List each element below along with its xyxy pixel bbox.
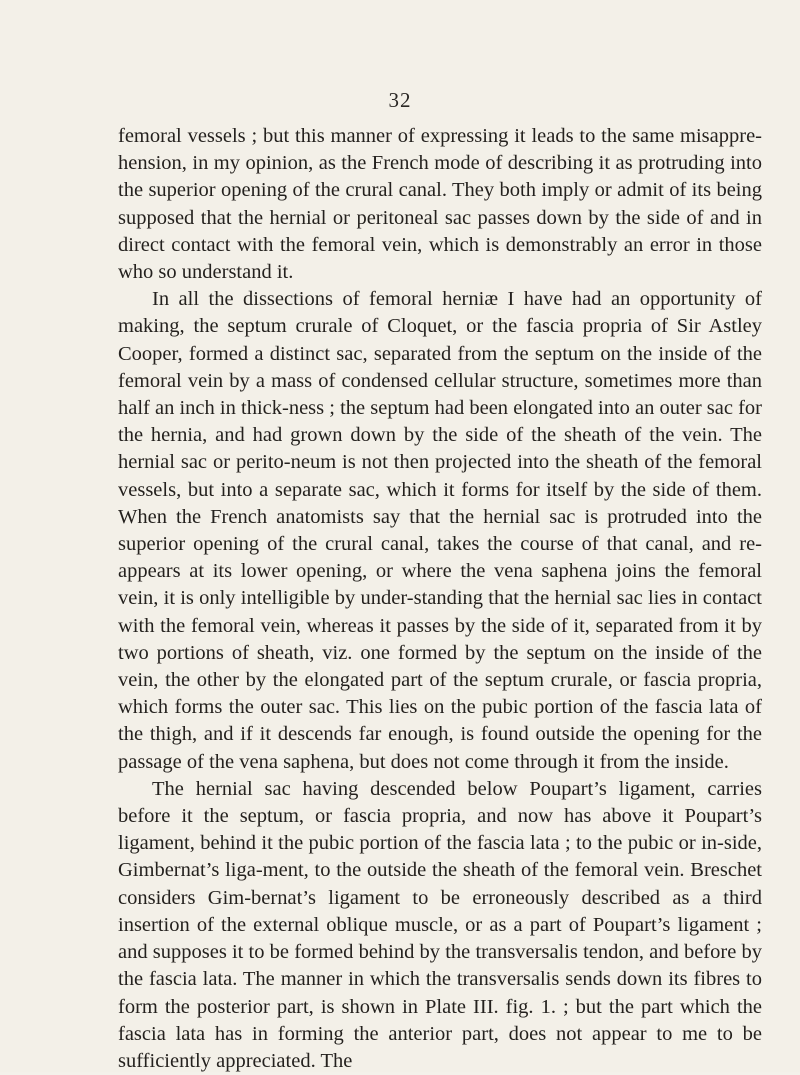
paragraph-dissections: In all the dissections of femoral herniæ I have had an opportunity of making, the septum crurale of Cloquet, or the fascia propria of Sir Astley Cooper, formed a distinct sac, separated from the septum on the inside of the femoral vein by a mass of condensed cellular structure, sometimes more than half an inch in thick-ness ; the septum had been elongated into an outer sac for the hernia, and had grown down by the side of the sheath of the vein. The hernial sac or perito-neum is not then projected into the sheath of the femoral vessels, but into a separate sac, which it forms for itself by the side of them. When the French anatomists say that the hernial sac is protruded into the superior opening of the crural canal, takes the course of that canal, and re-appears at its lower opening, or where the vena saphena joins the femoral vein, it is only intelligible by under-standing that the hernial sac lies in contact with the femoral vein, whereas it passes by the side of it, separated from it by two portions of sheath, viz. one formed by the septum on the inside of the vein, the other by the elongated part of the septum crurale, or fascia propria, which forms the outer sac. This lies on the pubic portion of the fascia lata of the thigh, and if it descends far enough, is found outside the opening for the passage of the vena saphena, but does not come through it from the inside. [118,288,762,773]
body-text [118,123,762,1075]
paragraph-hernial-sac: The hernial sac having descended below Poupart’s ligament, carries before it the septum, or fascia propria, and now has above it Poupart’s ligament, behind it the pubic portion of the fascia lata ; to the pubic or in-side, Gimbernat’s liga-ment, to the outside the sheath of the femoral vein. Breschet considers Gim-bernat’s ligament to be erroneously described as a third insertion of the external oblique muscle, or as a part of Poupart’s ligament ; and supposes it to be formed behind by the transversalis tendon, and before by the fascia lata. The manner in which the transversalis sends down its fibres to form the posterior part, is shown in Plate III. fig. 1. ; but the part which the fascia lata has in forming the anterior part, does not appear to me to be sufficiently appreciated. The [118,777,762,1072]
paragraph-continuation: femoral vessels ; but this manner of expressing it leads to the same misappre-hension, in my opinion, as the French mode of describing it as protruding into the superior opening of the crural canal. They both imply or admit of its being supposed that the hernial or peritoneal sac passes down by the side of and in direct contact with the femoral vein, which is demonstrably an error in those who so understand it. [118,125,762,284]
page-number: 32 [388,88,412,112]
